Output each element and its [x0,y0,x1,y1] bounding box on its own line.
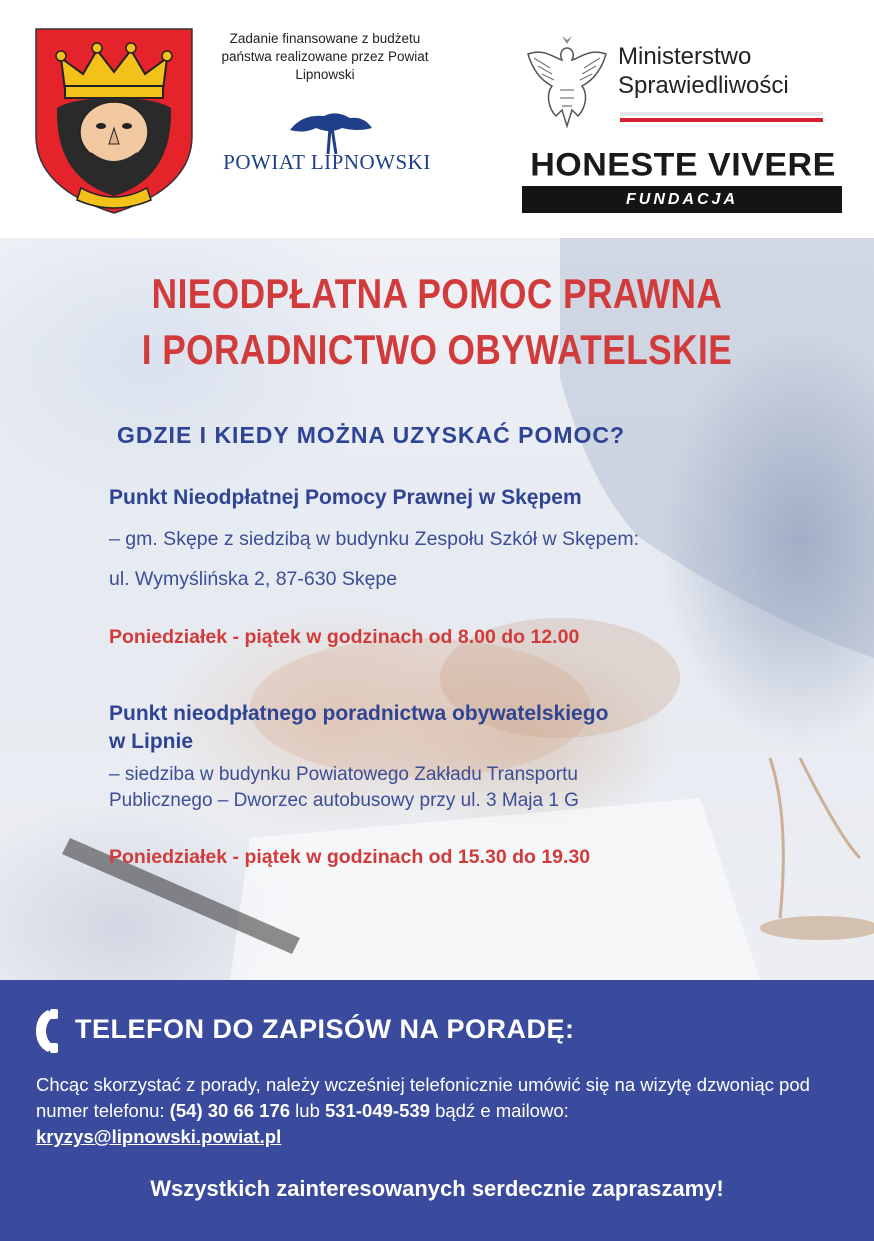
phone-icon [34,1008,60,1054]
header [0,0,874,238]
point2-hours: Poniedziałek - piątek w godzinach od 15.30 do 19.30 [109,846,591,868]
coat-of-arms-icon [35,28,193,214]
ministry-bar-white [620,112,823,116]
main-section [0,238,874,980]
point1-hours: Poniedziałek - piątek w godzinach od 8.00 do 12.00 [109,626,580,648]
contact-title: TELEFON DO ZAPISÓW NA PORADĘ: [75,1014,575,1044]
funding-statement: Zadanie finansowane z budżetu państwa realizowane przez Powiat Lipnowski [221,31,429,82]
invitation-text: Wszystkich zainteresowanych serdecznie zapraszamy! [150,1176,724,1201]
ministry-line2: Sprawiedliwości [618,72,789,99]
main-title-line2: I PORADNICTWO OBYWATELSKIE [141,326,733,373]
point2-line2: Publicznego – Dworzec autobusowy przy ul. 3 Maja 1 G [109,790,579,811]
ministry-bar-red [620,118,823,122]
ministry-line1: Ministerstwo [618,43,752,70]
contact-section [0,980,874,1241]
point1-line1: – gm. Skępe z siedzibą w budynku Zespołu Szkół w Skępem: [109,528,640,550]
phone-number-1[interactable]: (54) 30 66 176 [169,1100,291,1121]
point1-line2: ul. Wymyślińska 2, 87-630 Skępe [109,568,398,590]
contact-text-part2: bądź e mailowo: [429,1100,569,1121]
main-title-line1: NIEODPŁATNA POMOC PRAWNA [151,270,723,317]
powiat-logo [212,110,442,182]
point2-line1: – siedziba w budynku Powiatowego Zakładu Transportu [109,764,578,785]
tree-icon [212,110,442,154]
contact-info [36,1072,846,1124]
point1-title: Punkt Nieodpłatnej Pomocy Prawnej w Skępem [109,486,582,509]
ministry-name [618,42,789,100]
contact-text-part1: Chcąc skorzystać z porady, należy wcześniej telefonicznie umówić się na wizytę dzwoniąc pod numer telefonu: [36,1074,810,1121]
point2-title-line2: w Lipnie [109,730,193,753]
white-eagle-icon [522,34,612,130]
phone-number-2[interactable]: 531-049-539 [325,1100,430,1121]
point2-address [109,762,769,814]
foundation-label: FUNDACJA [522,186,842,213]
question-heading: GDZIE I KIEDY MOŻNA UZYSKAĆ POMOC? [117,422,626,448]
contact-text-or: lub [290,1100,326,1121]
powiat-name: POWIAT LIPNOWSKI [223,150,431,174]
main-title [70,266,804,378]
point2-title [109,700,769,756]
email-link[interactable]: kryzys@lipnowski.powiat.pl [36,1126,282,1147]
point2-title-line1: Punkt nieodpłatnego poradnictwa obywatelskiego [109,702,609,725]
foundation-name: HONESTE VIVERE [530,146,836,184]
